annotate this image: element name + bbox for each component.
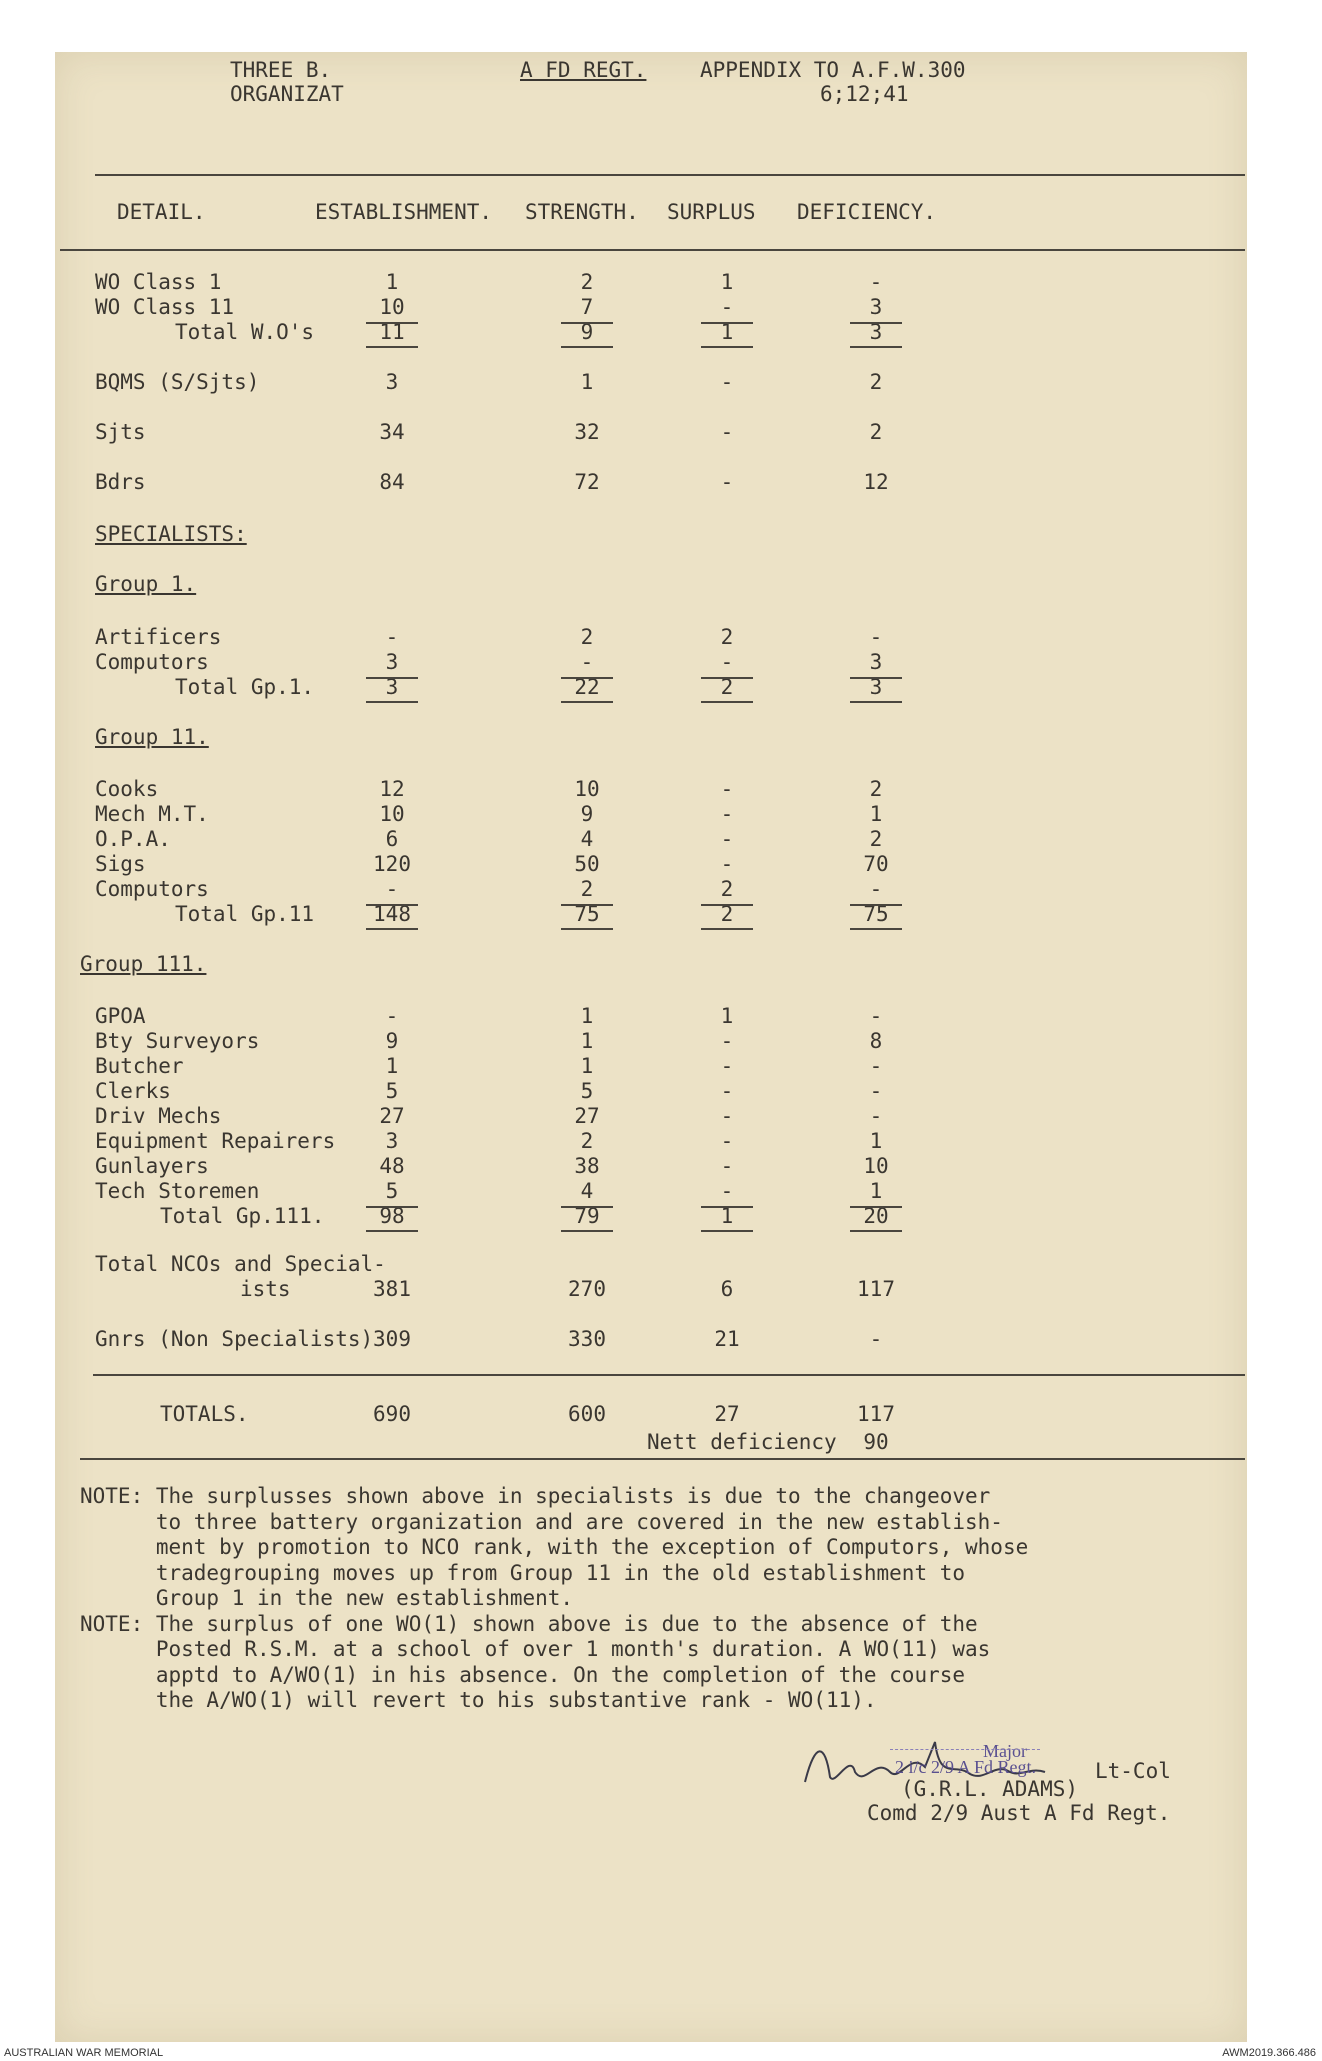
cell-def: - — [869, 1054, 883, 1078]
total-underline — [850, 346, 902, 348]
row-label: Total NCOs and Special- — [95, 1252, 386, 1276]
cell-str: 72 — [574, 470, 600, 494]
cell-str: 75 — [574, 902, 600, 926]
note-line: Group 1 in the new establishment. — [80, 1586, 574, 1610]
cell-def: 2 — [869, 827, 883, 851]
cell-def: 2 — [869, 370, 883, 394]
cell-str: 50 — [574, 852, 600, 876]
footer-left: AUSTRALIAN WAR MEMORIAL — [4, 2047, 164, 2059]
cell-sur: - — [720, 1104, 734, 1128]
total-overline — [701, 677, 753, 679]
total-underline — [561, 928, 613, 930]
header-left-2: ORGANIZAT — [230, 82, 344, 106]
cell-est: 5 — [385, 1179, 399, 1203]
cell-sur: 2 — [720, 902, 734, 926]
total-overline — [366, 1206, 418, 1208]
cell-est: 3 — [385, 650, 399, 674]
cell-sur: - — [720, 1054, 734, 1078]
cell-sur: - — [720, 852, 734, 876]
cell-est: 3 — [385, 1129, 399, 1153]
cell-est: - — [385, 1004, 399, 1028]
cell-def: 3 — [869, 675, 883, 699]
cell-est: 6 — [385, 827, 399, 851]
cell-sur: 21 — [714, 1327, 740, 1351]
cell-sur: 1 — [720, 270, 734, 294]
total-overline — [850, 904, 902, 906]
total-underline — [366, 1230, 418, 1232]
total-underline — [701, 928, 753, 930]
cell-str: 2 — [580, 1129, 594, 1153]
col-deficiency: DEFICIENCY. — [797, 200, 937, 224]
section-heading: SPECIALISTS: — [95, 522, 247, 546]
cell-est: 34 — [379, 420, 405, 444]
cell-est: 48 — [379, 1154, 405, 1178]
totals-rule-top — [93, 1374, 1245, 1376]
note-line: NOTE: The surplus of one WO(1) shown above is due to the absence of the — [80, 1611, 978, 1636]
cell-def: 75 — [863, 902, 889, 926]
row-label: Equipment Repairers — [95, 1129, 336, 1153]
cell-def: 70 — [863, 852, 889, 876]
section-heading: Group 111. — [80, 952, 207, 976]
header-rule — [95, 174, 1245, 176]
stamp-major: Major — [983, 1741, 1027, 1761]
total-overline — [850, 1206, 902, 1208]
cell-sur: 1 — [720, 1204, 734, 1228]
total-underline — [701, 346, 753, 348]
cell-sur: 2 — [720, 625, 734, 649]
cell-est: 5 — [385, 1079, 399, 1103]
total-underline — [366, 346, 418, 348]
cell-sur: 2 — [720, 877, 734, 901]
cell-def: 1 — [869, 802, 883, 826]
total-overline — [701, 904, 753, 906]
totals-rule-bottom — [80, 1458, 1245, 1460]
cell-def: 3 — [869, 295, 883, 319]
cell-est: 1 — [385, 1054, 399, 1078]
cell-est: 120 — [373, 852, 411, 876]
row-label: Tech Storemen — [95, 1179, 260, 1203]
total-underline — [850, 701, 902, 703]
footer-right: AWM2019.366.486 — [1222, 2047, 1316, 2059]
cell-str: 4 — [580, 1179, 594, 1203]
cell-str: 2 — [580, 270, 594, 294]
cell-def: 2 — [869, 420, 883, 444]
cell-str: - — [580, 650, 594, 674]
col-surplus: SURPLUS — [667, 200, 756, 224]
cell-sur: 27 — [714, 1402, 740, 1426]
cell-str: 600 — [568, 1402, 606, 1426]
total-underline — [561, 701, 613, 703]
total-overline — [701, 1206, 753, 1208]
note-line: Posted R.S.M. at a school of over 1 month's duration. A WO(11) was — [80, 1637, 991, 1661]
row-label: Total Gp.1. — [175, 675, 315, 699]
cell-sur: - — [720, 802, 734, 826]
row-label: Clerks — [95, 1079, 171, 1103]
cell-def: 1 — [869, 1129, 883, 1153]
cell-sur: - — [720, 1029, 734, 1053]
cell-est: 84 — [379, 470, 405, 494]
cell-str: 5 — [580, 1079, 594, 1103]
cell-sur: - — [720, 470, 734, 494]
cell-str: 330 — [568, 1327, 606, 1351]
cell-str: 9 — [580, 802, 594, 826]
cell-def: 8 — [869, 1029, 883, 1053]
total-overline — [561, 904, 613, 906]
cell-def: - — [869, 1079, 883, 1103]
stamp-unit: 2 i/c 2/9 A Fd Regt. — [895, 1757, 1037, 1777]
row-label: Artificers — [95, 625, 222, 649]
row-label: Sjts — [95, 420, 146, 444]
cell-sur: - — [720, 827, 734, 851]
cell-est: 381 — [373, 1277, 411, 1301]
cell-str: 2 — [580, 877, 594, 901]
cell-sur: - — [720, 370, 734, 394]
cell-def: 117 — [857, 1277, 895, 1301]
cell-sur: - — [720, 1079, 734, 1103]
row-label: Bdrs — [95, 470, 146, 494]
row-label: TOTALS. — [160, 1402, 249, 1426]
col-strength: STRENGTH. — [525, 200, 639, 224]
cell-str: 4 — [580, 827, 594, 851]
cell-str: 1 — [580, 1054, 594, 1078]
total-overline — [366, 322, 418, 324]
cell-str: 1 — [580, 370, 594, 394]
cell-str: 270 — [568, 1277, 606, 1301]
total-underline — [561, 346, 613, 348]
cell-def: - — [869, 1327, 883, 1351]
note-line: NOTE: The surplusses shown above in specialists is due to the changeover — [80, 1484, 991, 1508]
cell-def: 10 — [863, 1154, 889, 1178]
cell-est: 10 — [379, 802, 405, 826]
cell-sur: 1 — [720, 320, 734, 344]
total-overline — [561, 322, 613, 324]
row-label: ists — [240, 1277, 291, 1301]
cell-def: 1 — [869, 1179, 883, 1203]
signatory-name: (G.R.L. ADAMS) — [901, 1777, 1079, 1801]
cell-sur: - — [720, 650, 734, 674]
cell-sur: 1 — [720, 1004, 734, 1028]
note-line: tradegrouping moves up from Group 11 in the old establishment to — [80, 1560, 966, 1585]
cell-def: - — [869, 877, 883, 901]
header-left-1: THREE B. — [230, 58, 332, 82]
cell-def: - — [869, 1004, 883, 1028]
cell-str: 9 — [580, 320, 594, 344]
note-line: ment by promotion to NCO rank, with the exception of Computors, whose — [80, 1535, 1029, 1559]
cell-est: 3 — [385, 675, 399, 699]
cell-str: 22 — [574, 675, 600, 699]
cell-def: - — [869, 1104, 883, 1128]
total-underline — [561, 1230, 613, 1232]
row-label: O.P.A. — [95, 827, 171, 851]
row-label: Total Gp.11 — [175, 902, 315, 926]
cell-str: 27 — [574, 1104, 600, 1128]
section-heading: Group 1. — [95, 572, 197, 596]
row-label: WO Class 11 — [95, 295, 235, 319]
cell-sur: - — [720, 1179, 734, 1203]
row-label: WO Class 1 — [95, 270, 222, 294]
nett-value: 90 — [863, 1430, 889, 1454]
cell-str: 79 — [574, 1204, 600, 1228]
note-line: apptd to A/WO(1) in his absence. On the completion of the course — [80, 1662, 966, 1687]
cell-str: 10 — [574, 777, 600, 801]
cell-def: 12 — [863, 470, 889, 494]
cell-est: 27 — [379, 1104, 405, 1128]
cell-def: 117 — [857, 1402, 895, 1426]
cell-est: 1 — [385, 270, 399, 294]
col-establishment: ESTABLISHMENT. — [315, 200, 493, 224]
cell-def: 3 — [869, 320, 883, 344]
cell-str: 7 — [580, 295, 594, 319]
cell-sur: 2 — [720, 675, 734, 699]
total-overline — [366, 904, 418, 906]
total-overline — [366, 677, 418, 679]
document-page — [55, 52, 1247, 2042]
row-label: Total Gp.111. — [160, 1204, 325, 1228]
row-label: Computors — [95, 877, 209, 901]
total-overline — [561, 1206, 613, 1208]
cell-sur: - — [720, 295, 734, 319]
row-label: Sigs — [95, 852, 146, 876]
row-label: Cooks — [95, 777, 159, 801]
total-overline — [561, 677, 613, 679]
header-right-1: APPENDIX TO A.F.W.300 — [700, 58, 966, 82]
cell-est: 12 — [379, 777, 405, 801]
row-label: Gunlayers — [95, 1154, 209, 1178]
row-label: Bty Surveyors — [95, 1029, 260, 1053]
signatory-rank: Lt-Col — [1095, 1759, 1171, 1783]
cell-str: 38 — [574, 1154, 600, 1178]
cell-def: 3 — [869, 650, 883, 674]
total-overline — [850, 677, 902, 679]
row-label: BQMS (S/Sjts) — [95, 370, 260, 394]
section-heading: Group 11. — [95, 725, 209, 749]
cell-def: 20 — [863, 1204, 889, 1228]
total-underline — [850, 928, 902, 930]
cell-est: - — [385, 625, 399, 649]
total-underline — [366, 701, 418, 703]
row-label: Butcher — [95, 1054, 184, 1078]
header-right-2: 6;12;41 — [820, 82, 909, 106]
cell-def: - — [869, 625, 883, 649]
stamp-line — [890, 1749, 1040, 1750]
row-label: Mech M.T. — [95, 802, 209, 826]
cell-str: 1 — [580, 1029, 594, 1053]
row-label: Computors — [95, 650, 209, 674]
row-label: GPOA — [95, 1004, 146, 1028]
cell-str: 32 — [574, 420, 600, 444]
row-label: Driv Mechs — [95, 1104, 222, 1128]
cell-est: 10 — [379, 295, 405, 319]
nett-label: Nett deficiency — [647, 1430, 837, 1454]
cell-est: 9 — [385, 1029, 399, 1053]
cell-sur: - — [720, 777, 734, 801]
cell-sur: - — [720, 1129, 734, 1153]
total-overline — [850, 322, 902, 324]
cell-est: 11 — [379, 320, 405, 344]
total-underline — [701, 701, 753, 703]
cell-sur: - — [720, 420, 734, 444]
cell-sur: - — [720, 1154, 734, 1178]
cell-est: - — [385, 877, 399, 901]
row-label: Total W.O's — [175, 320, 315, 344]
col-detail: DETAIL. — [117, 200, 206, 224]
cell-str: 2 — [580, 625, 594, 649]
column-rule — [60, 249, 1245, 251]
header-center: A FD REGT. — [520, 58, 647, 82]
cell-def: - — [869, 270, 883, 294]
cell-est: 148 — [373, 902, 411, 926]
cell-sur: 6 — [720, 1277, 734, 1301]
total-underline — [850, 1230, 902, 1232]
total-overline — [701, 322, 753, 324]
cell-est: 690 — [373, 1402, 411, 1426]
cell-est: 309 — [373, 1327, 411, 1351]
cell-def: 2 — [869, 777, 883, 801]
row-label: Gnrs (Non Specialists) — [95, 1327, 374, 1351]
total-underline — [366, 928, 418, 930]
signatory-command: Comd 2/9 Aust A Fd Regt. — [867, 1801, 1171, 1825]
cell-str: 1 — [580, 1004, 594, 1028]
note-line: the A/WO(1) will revert to his substantive rank - WO(11). — [80, 1688, 877, 1712]
cell-est: 98 — [379, 1204, 405, 1228]
cell-est: 3 — [385, 370, 399, 394]
total-underline — [701, 1230, 753, 1232]
note-line: to three battery organization and are covered in the new establish- — [80, 1509, 1003, 1534]
